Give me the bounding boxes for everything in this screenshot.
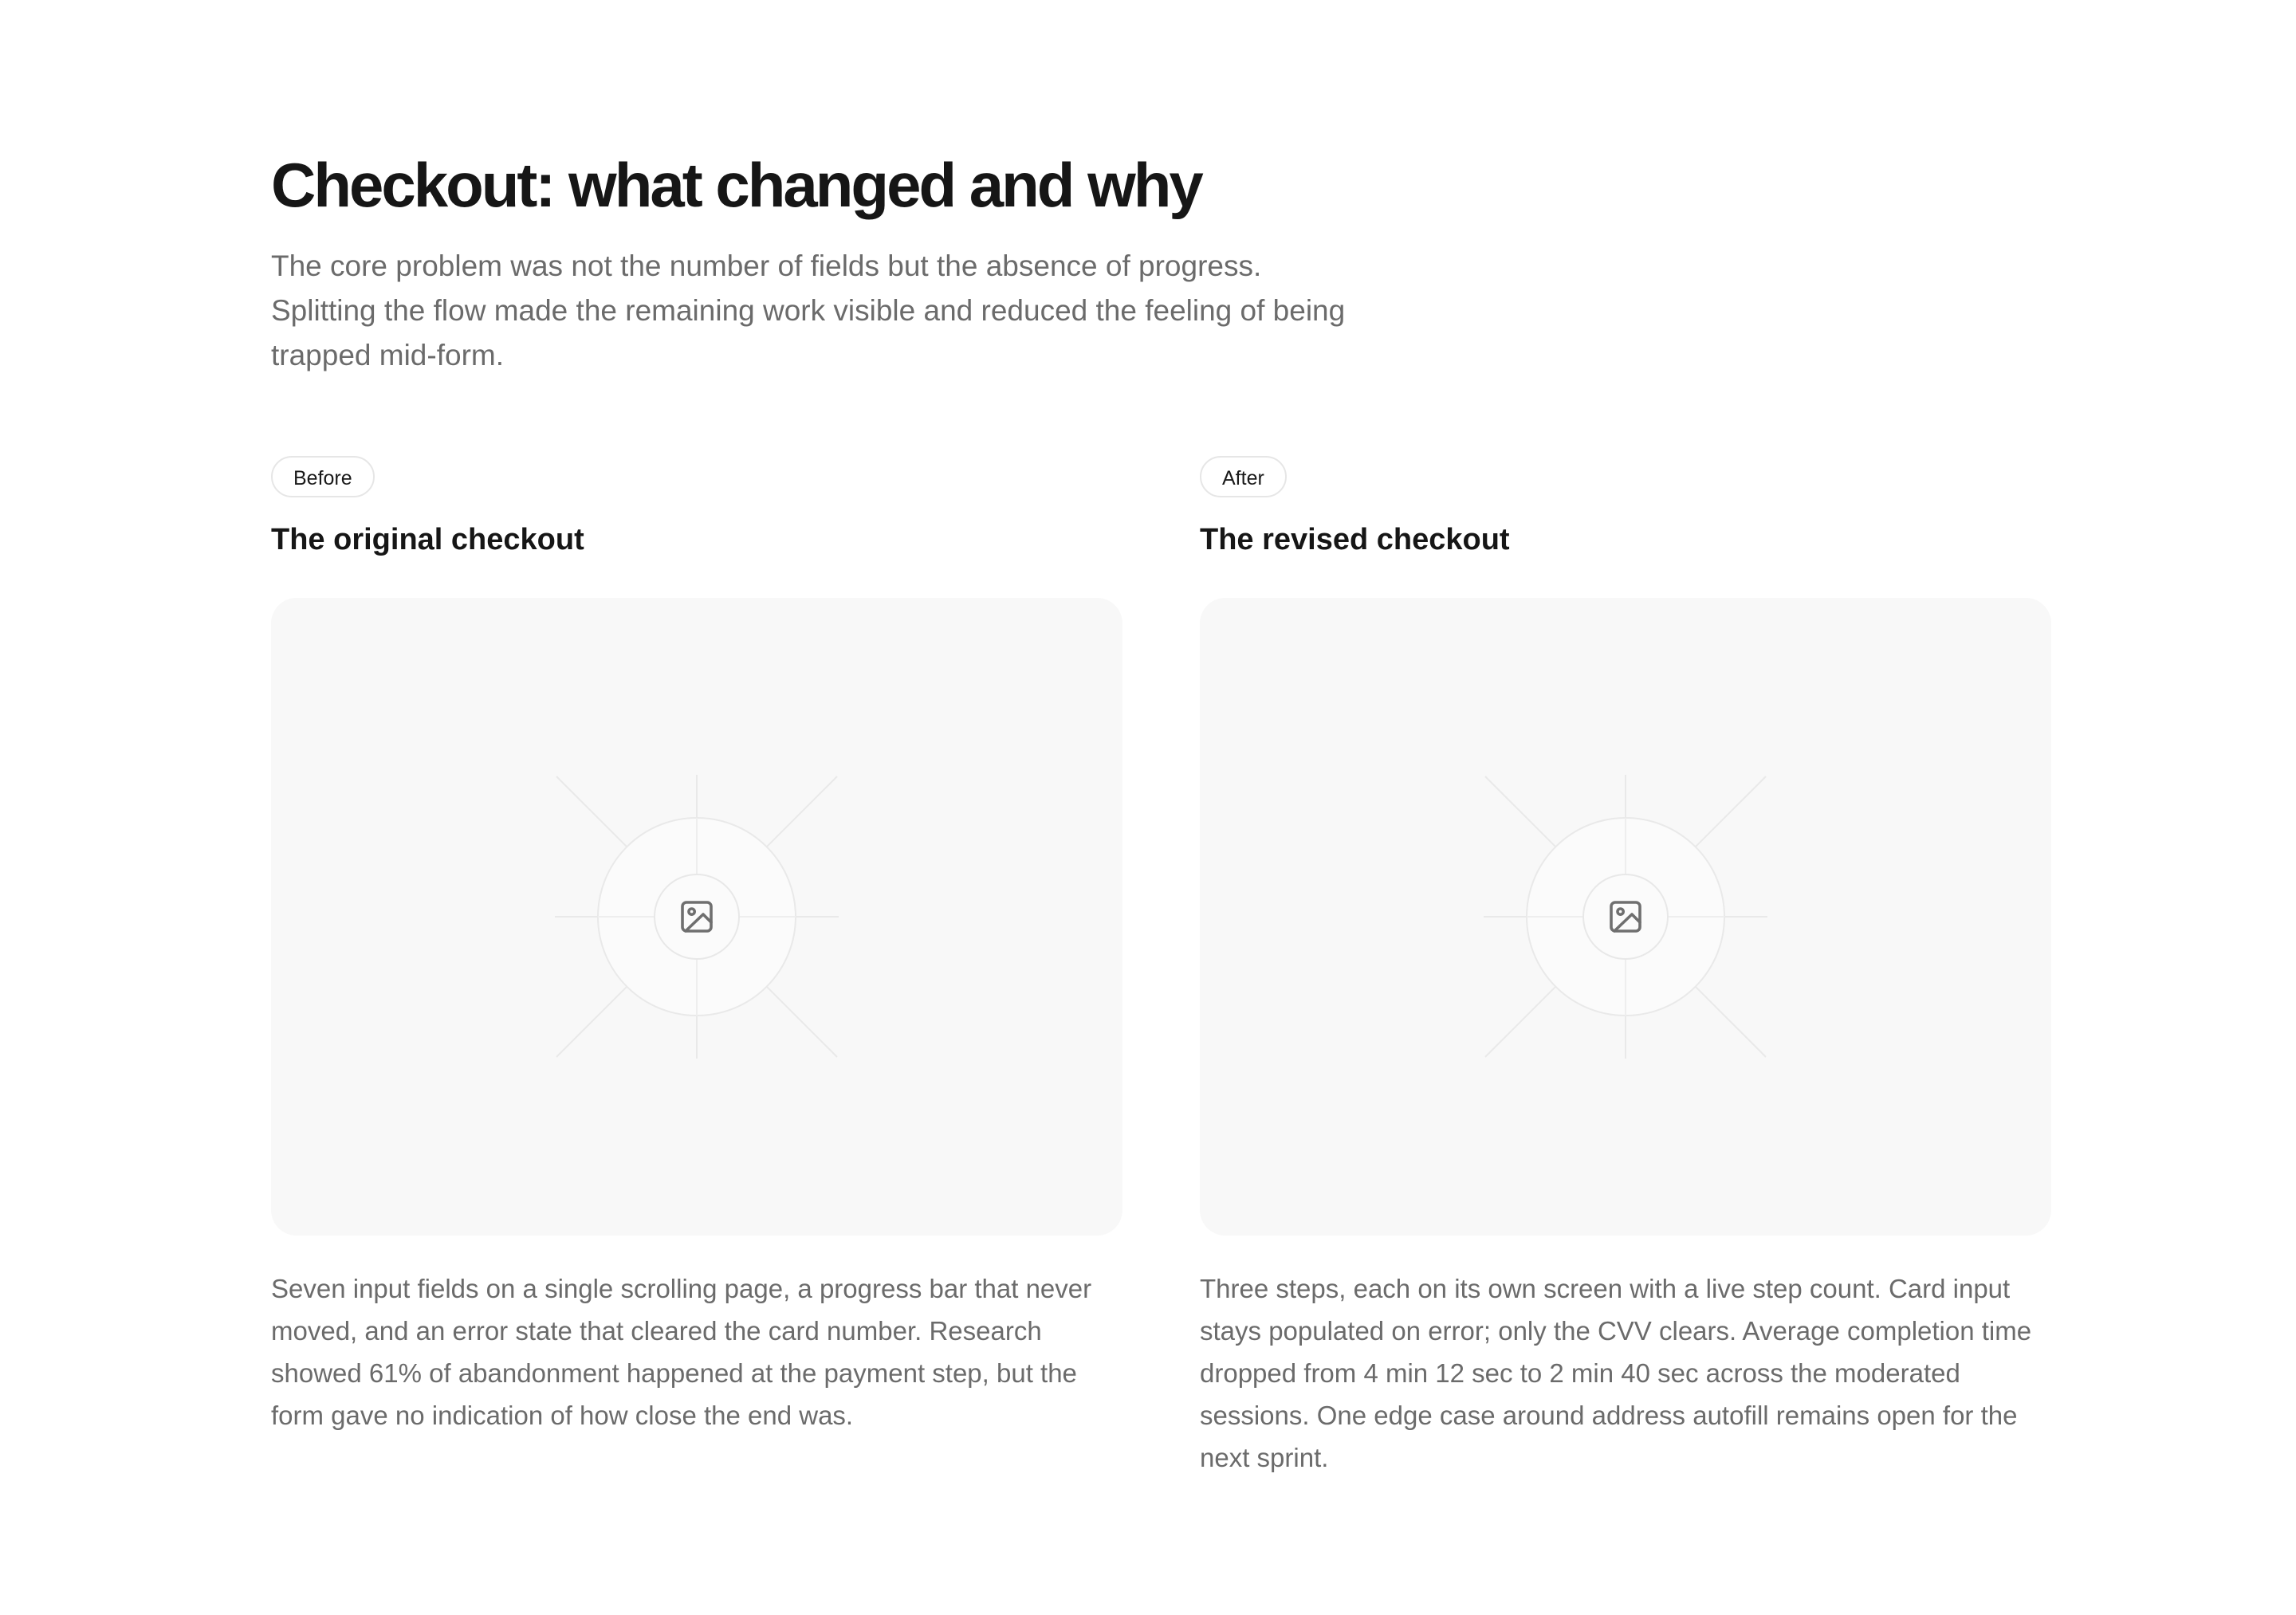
page-title: Checkout: what changed and why bbox=[271, 150, 1201, 220]
after-heading: The revised checkout bbox=[1200, 523, 1510, 556]
image-icon bbox=[1582, 874, 1669, 960]
before-heading: The original checkout bbox=[271, 523, 584, 556]
after-image-placeholder bbox=[1200, 598, 2051, 1236]
before-badge: Before bbox=[271, 456, 375, 497]
before-description: Seven input fields on a single scrolling page, a progress bar that never moved, and an error state that cleared the card number. Research showed 61% of abandonment happened at the payment step, but the form gave no indication of how close the end was. bbox=[271, 1274, 1092, 1430]
before-image-placeholder bbox=[271, 598, 1122, 1236]
after-badge: After bbox=[1200, 456, 1287, 497]
page-subtitle: The core problem was not the number of fields but the absence of progress. Splitting the flow made the remaining work visible and reduced the feeling of being trapped mid-form. bbox=[271, 250, 1346, 371]
image-icon bbox=[654, 874, 740, 960]
after-description: Three steps, each on its own screen with a live step count. Card input stays populated on error; only the CVV clears. Average completion time dropped from 4 min 12 sec to 2 min 40 sec across the moderated sessions. One edge case around address autofill remains open for the next sprint. bbox=[1200, 1274, 2032, 1472]
